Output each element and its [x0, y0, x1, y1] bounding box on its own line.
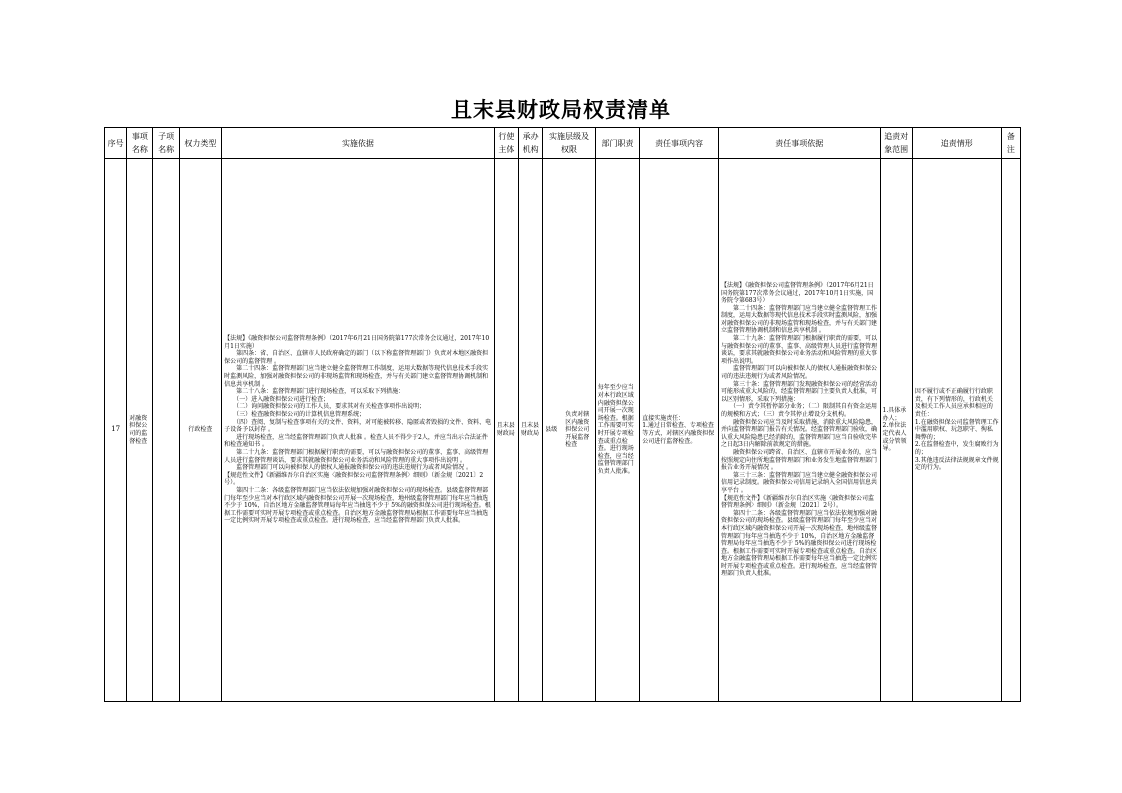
table-header-row [105, 128, 1021, 159]
sub-item-cell [153, 159, 179, 702]
department-duty-cell: 每年至少应当对本行政区域内融资担保公司开展一次现场检查。根据工作需要可实时开展专项检查或重点检查。进行现场检查，应当经监督管理部门负责人批准。 [595, 159, 639, 702]
subject-cell: 且末县财政局 [494, 159, 518, 702]
page-title: 且末县财政局权责清单 [451, 97, 671, 122]
level-label: 县级 [545, 426, 558, 434]
header-cell: 承办机构 [519, 128, 543, 159]
power-type-cell: 行政检查 [179, 159, 221, 702]
level-scope: 负责对辖区内融资担保公司开展监督检查 [565, 411, 590, 449]
header-cell: 责任事项内容 [640, 128, 719, 159]
row-number-cell: 17 [105, 159, 127, 702]
header-cell: 责任事项依据 [718, 128, 880, 159]
header-cell: 行使主体 [494, 128, 518, 159]
responsibility-table [104, 127, 1021, 702]
header-cell: 追责对象范围 [880, 128, 912, 159]
level-cell [543, 159, 596, 702]
item-name-cell: 对融资担保公司的监督检查 [127, 159, 153, 702]
header-cell: 权力类型 [179, 128, 221, 159]
header-cell: 备注 [1001, 128, 1020, 159]
accountability-situation-cell: 因不履行或不正确履行行政职责，有下列情形的，行政机关及相关工作人员应承担相应的责任： 1.在融资担保公司监督管理工作中滥用职权、玩忽职守、徇私舞弊的； 2.在监督检查中，发生腐败行为的； 3.其他违反法律法规规章文件规定的行为。 [912, 159, 1001, 702]
header-cell: 实施依据 [222, 128, 495, 159]
header-cell: 子项名称 [153, 128, 179, 159]
header-cell: 部门职责 [595, 128, 639, 159]
header-cell: 事项名称 [127, 128, 153, 159]
responsibility-content-cell: 直接实施责任： 1.通过日常检查、专项检查等方式，对辖区内融资担保公司进行监督检查。 [640, 159, 719, 702]
header-cell: 追责情形 [912, 128, 1001, 159]
table-row [105, 159, 1021, 702]
handling-org-cell: 且末县财政局 [519, 159, 543, 702]
header-cell: 实施层级及权限 [543, 128, 596, 159]
responsibility-basis-cell: 【法规】《融资担保公司监督管理条例》（2017年6月21日国务院第177次常务会议通过，2017年10月1日实施，国务院令第683号） 第二十四条：监督管理部门应当建立健全监督管理工作制度，运用大数据等现代信息技术手段实时监测风险，加强对融资担保公司的非现场监管和现场检查，并与有关部门建立监督管理协调机制和信息共享机制 。 第二十九条：监督管理部门根据履行职责的需要，可以与融资担保公司的董事、监事、高级管理人员进行监督管理谈话，要求其就融资担保公司业务活动和风险管理的重大事项作出说明。 监督管理部门可以向被担保人的债权人通报融资担保公司的违法违规行为或者风险情况。 第三十条：监督管理部门发现融资担保公司的经营活动可能形成重大风险的，经监督管理部门主要负责人批准，可以区别情形，采取下列措施： （一）责令其暂停部分业务；（二）限制其自有资金运用的规模和方式；（三）责令其停止增设分支机构。 融资担保公司应当及时采取措施，消除重大风险隐患，并向监督管理部门报告有关情况。经监督管理部门验收，确认重大风险隐患已经消除的，监督管理部门应当自验收完毕之日起3日内解除前款规定的措施。 融资担保公司跨省、自治区、直辖市开展业务的，应当按照规定向住所地监督管理部门和业务发生地监督管理部门报告业务开展情况 。 第三十三条：监督管理部门应当建立健全融资担保公司信用记录制度。融资担保公司信用记录纳入全国信用信息共享平台 。 【规范性文件】《新疆维吾尔自治区实施〈融资担保公司监督管理条例〉细则》（新金规〔2021〕2号）。 第四十二条：各级监督管理部门应当依法依规加强对融资担保公司的现场检查。县级监督管理部门每年至少应当对本行政区域内融资担保公司开展一次现场检查，地州级监督管理部门每年应当抽选不少于 10%，自治区地方金融监督管理局每年应当抽选不少于 5%的融资担保公司进行现场检查。根据工作需要可实时开展专项检查或重点检查。自治区地方金融监督管理局根据工作需要每年应当抽选一定比例实时开展专项检查或重点检查。进行现场检查，应当经监督管理部门负责人批准。 [718, 159, 880, 702]
implementation-basis-cell: 【法规】《融资担保公司监督管理条例》（2017年6月21日国务院第177次常务会议通过，2017年10月1日实施） 第四条：省、自治区、直辖市人民政府确定的部门（以下称监督管理部门）负责对本地区融资担保公司的监督管理 。 第二十四条：监督管理部门应当建立健全监督管理工作制度，运用大数据等现代信息技术手段实时监测风险，加强对融资担保公司的非现场监管和现场检查，并与有关部门建立监督管理协调机制和信息共享机制 。 第二十八条：监督管理部门进行现场检查，可以采取下列措施： （一）进入融资担保公司进行检查； （二）询问融资担保公司的工作人员，要求其对有关检查事项作出说明； （三）检查融资担保公司的计算机信息管理系统； （四）查阅、复制与检查事项有关的文件、资料，对可能被转移、隐匿或者毁损的文件、资料、电子设备予以封存 。 进行现场检查，应当经监督管理部门负责人批准 。检查人员不得少于2人，并应当出示合法证件和检查通知书 。 第二十九条：监督管理部门根据履行职责的需要，可以与融资担保公司的董事、监事、高级管理人员进行监督管理谈话，要求其就融资担保公司业务活动和风险管理的重大事项作出说明 。 监督管理部门可以向被担保人的债权人通报融资担保公司的违法违规行为或者风险情况 。 【规范性文件】《新疆维吾尔自治区实施〈融资担保公司监督管理条例〉细则》（新金规〔2021〕2号）。 第四十二条：各级监督管理部门应当依法依规加强对融资担保公司的现场检查。县级监督管理部门每年至少应当对本行政区域内融资担保公司开展一次现场检查，地州级监督管理部门每年应当抽选不少于 10%，自治区地方金融监督管理局每年应当抽选不少于 5%的融资担保公司进行现场检查。根据工作需要可实时开展专项检查或重点检查。自治区地方金融监督管理局根据工作需要每年应当抽选一定比例实时开展专项检查或重点检查。进行现场检查，应当经监督管理部门负责人批准。 [222, 159, 495, 702]
accountability-scope-cell: 1.具体承办人； 2.单位法定代表人或分管领导。 [880, 159, 912, 702]
remark-cell [1001, 159, 1020, 702]
header-cell: 序号 [105, 128, 127, 159]
